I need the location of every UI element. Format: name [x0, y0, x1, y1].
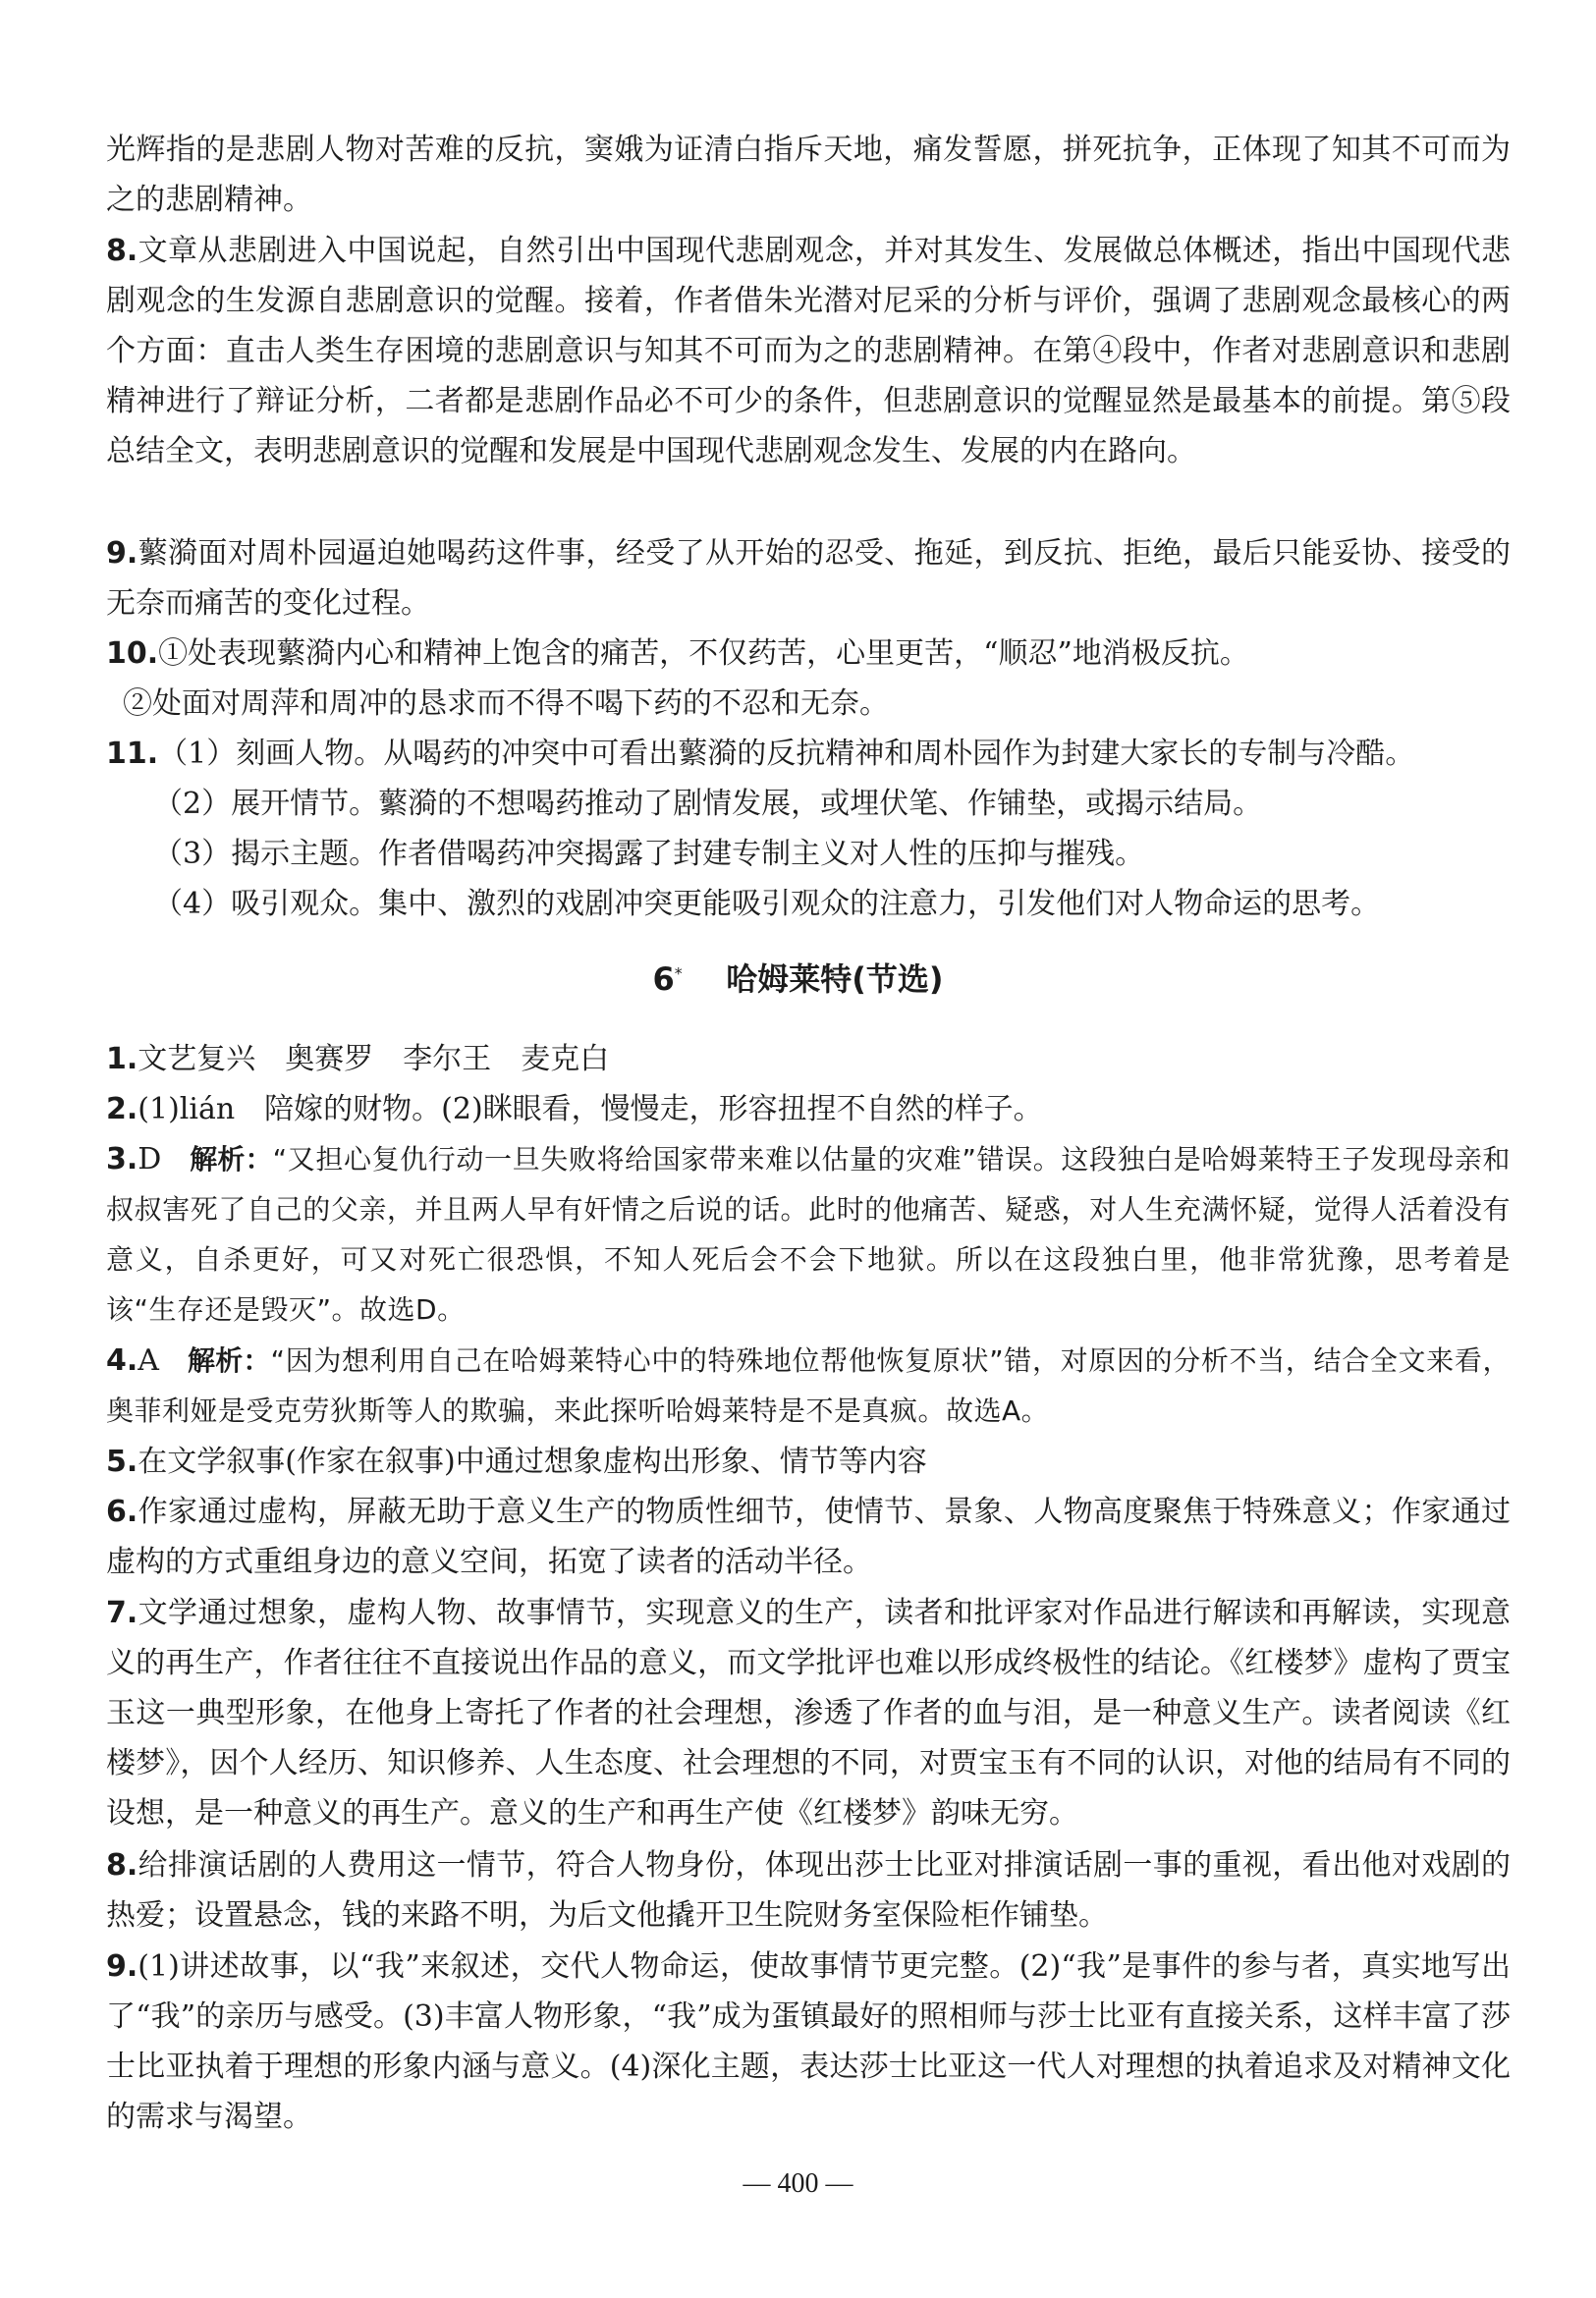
answer-q3: 3.D 解析：“又担心复仇行动一旦失败将给国家带来难以估量的灾难”错误。这段独白是哈姆莱特王子发现母亲和叔叔害死了自己的父亲，并且两人早有奸情之后说的话。此时的他痛苦、疑惑，对人生充满怀疑，觉得人活着没有意义，自杀更好，可又对死亡很恐惧，不知人死后会不会下地狱。所以在这段独白里，他非常犹豫，思考着是该“生存还是毁灭”。故选D。	[106, 1142, 1511, 1326]
answer-item-11-sub-3: （3）揭示主题。作者借喝药冲突揭露了封建专制主义对人性的压抑与摧残。	[153, 837, 1145, 871]
answer-q7: 7.文学通过想象，虚构人物、故事情节，实现意义的生产，读者和批评家对作品进行解读和再解读，实现意义的再生产，作者往往不直接说出作品的意义，而文学批评也难以形成终极性的结论。《红楼梦》虚构了贾宝玉这一典型形象，在他身上寄托了作者的社会理想，渗透了作者的血与泪，是一种意义生产。读者阅读《红楼梦》，因个人经历、知识修养、人生态度、社会理想的不同，对贾宝玉有不同的认识，对他的结局有不同的设想，是一种意义的再生产。意义的生产和再生产使《红楼梦》韵味无穷。	[106, 1596, 1511, 1831]
answer-q5: 5.在文学叙事(作家在叙事)中通过想象虚构出形象、情节等内容	[106, 1445, 927, 1479]
answer-item-11: 11.（1）刻画人物。从喝药的冲突中可看出蘩漪的反抗精神和周朴园作为封建大家长的专制与冷酷。	[106, 737, 1415, 771]
answer-q1: 1.文艺复兴 奥赛罗 李尔王 麦克白	[106, 1042, 610, 1076]
answer-item-10: 10.①处表现蘩漪内心和精神上饱含的痛苦，不仅药苦，心里更苦，“顺忍”地消极反抗。	[106, 636, 1249, 671]
answer-item-8: 8.文章从悲剧进入中国说起，自然引出中国现代悲剧观念，并对其发生、发展做总体概述，指出中国现代悲剧观念的生发源自悲剧意识的觉醒。接着，作者借朱光潜对尼采的分析与评价，强调了悲剧观念最核心的两个方面：直击人类生存困境的悲剧意识与知其不可而为之的悲剧精神。在第④段中，作者对悲剧意识和悲剧精神进行了辩证分析，二者都是悲剧作品必不可少的条件，但悲剧意识的觉醒显然是最基本的前提。第⑤段总结全文，表明悲剧意识的觉醒和发展是中国现代悲剧观念发生、发展的内在路向。	[106, 234, 1511, 468]
answer-q2: 2.(1)lián 陪嫁的财物。(2)眯眼看，慢慢走，形容扭捏不自然的样子。	[106, 1092, 1043, 1126]
answer-item-10-sub: ②处面对周萍和周冲的恳求而不得不喝下药的不忍和无奈。	[123, 686, 889, 721]
section-heading: 6* 哈姆莱特(节选)	[652, 960, 944, 998]
answer-item-11-sub-4: （4）吸引观众。集中、激烈的戏剧冲突更能吸引观众的注意力，引发他们对人物命运的思考。	[153, 887, 1381, 921]
answer-q8: 8.给排演话剧的人费用这一情节，符合人物身份，体现出莎士比亚对排演话剧一事的重视，看出他对戏剧的热爱；设置悬念，钱的来路不明，为后文他撬开卫生院财务室保险柜作铺垫。	[106, 1848, 1511, 1933]
page-number: — 400 —	[743, 2168, 853, 2199]
answer-q6: 6.作家通过虚构，屏蔽无助于意义生产的物质性细节，使情节、景象、人物高度聚焦于特殊意义；作家通过虚构的方式重组身边的意义空间，拓宽了读者的活动半径。	[106, 1495, 1511, 1579]
continued-answer-text: 光辉指的是悲剧人物对苦难的反抗，窦娥为证清白指斥天地，痛发誓愿，拼死抗争，正体现了知其不可而为之的悲剧精神。	[106, 133, 1511, 217]
answer-q9: 9.(1)讲述故事，以“我”来叙述，交代人物命运，使故事情节更完整。(2)“我”是事件的参与者，真实地写出了“我”的亲历与感受。(3)丰富人物形象，“我”成为蛋镇最好的照相师与莎士比亚有直接关系，这样丰富了莎士比亚执着于理想的形象内涵与意义。(4)深化主题，表达莎士比亚这一代人对理想的执着追求及对精神文化的需求与渴望。	[106, 1949, 1511, 2134]
answer-item-9: 9.蘩漪面对周朴园逼迫她喝药这件事，经受了从开始的忍受、拖延，到反抗、拒绝，最后只能妥协、接受的无奈而痛苦的变化过程。	[106, 536, 1511, 621]
answer-q4: 4.A 解析：“因为想利用自己在哈姆莱特心中的特殊地位帮他恢复原状”错，对原因的分析不当，结合全文来看，奥菲利娅是受克劳狄斯等人的欺骗，来此探听哈姆莱特是不是真疯。故选A。	[106, 1343, 1511, 1427]
answer-item-11-sub-2: （2）展开情节。蘩漪的不想喝药推动了剧情发展，或埋伏笔、作铺垫，或揭示结局。	[153, 787, 1263, 821]
